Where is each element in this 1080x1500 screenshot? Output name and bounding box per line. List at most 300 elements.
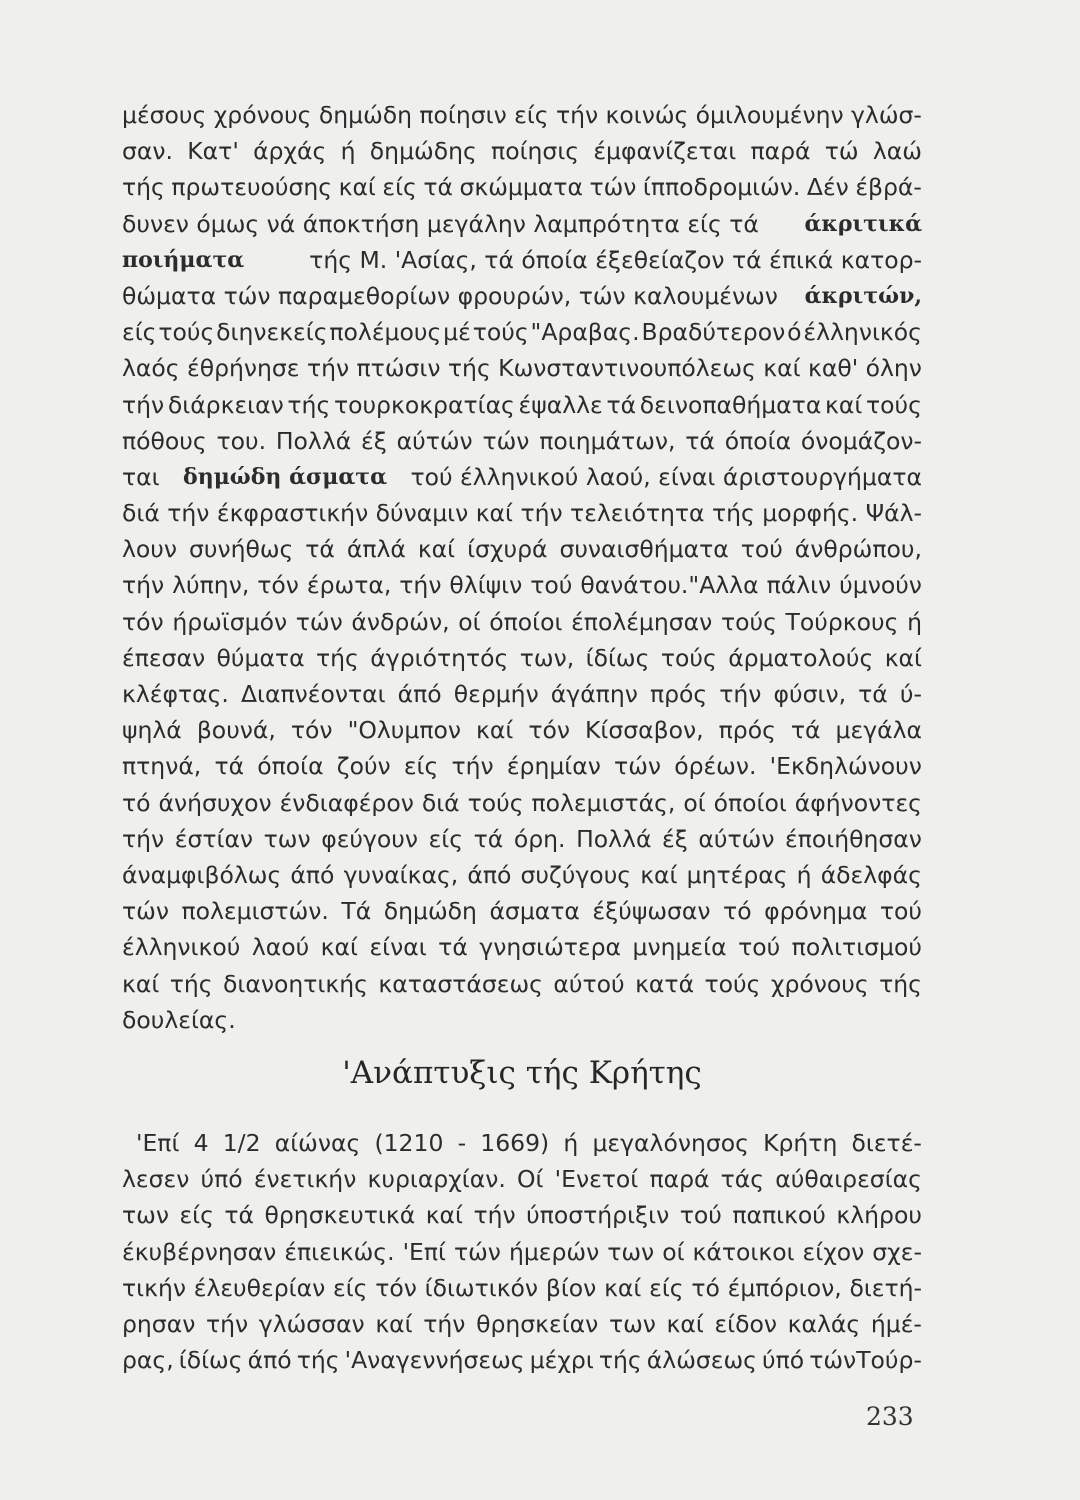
word: πάλιν xyxy=(766,571,832,600)
word: τήν xyxy=(451,752,494,781)
word: καί xyxy=(475,499,513,528)
text-line xyxy=(122,133,922,169)
word: τούς xyxy=(660,643,717,672)
word: πολεμιστών. xyxy=(181,897,329,926)
word: καί xyxy=(763,354,801,383)
word: 'Εκδηλώνουν xyxy=(769,752,922,781)
word: σαν. xyxy=(122,137,173,166)
word: είς xyxy=(514,101,549,129)
text-line xyxy=(122,1234,922,1270)
word: τήν xyxy=(205,1309,249,1338)
word: πτηνά, xyxy=(122,752,202,781)
word: ή xyxy=(796,860,812,889)
word: μνημεία xyxy=(632,933,727,962)
word: φύσιν, xyxy=(773,680,847,708)
word: τήν xyxy=(423,1309,466,1338)
word: τήν xyxy=(473,1201,516,1230)
word: τού xyxy=(879,897,922,926)
word: τής xyxy=(711,499,755,528)
word: καί xyxy=(666,1309,704,1338)
word: παρά xyxy=(649,1165,710,1194)
word: Τούρκους xyxy=(785,607,899,636)
word: τήν xyxy=(719,680,762,708)
word: συζύγους xyxy=(520,860,632,889)
word: ύπό xyxy=(762,1346,805,1375)
word: άλώσεως xyxy=(646,1346,757,1375)
word: άπό xyxy=(397,680,442,708)
text-line xyxy=(122,242,922,278)
word: τόν xyxy=(528,716,570,745)
word: τών xyxy=(614,752,662,781)
word: διάρκειαν xyxy=(167,390,284,419)
word: Πολλά xyxy=(576,824,652,853)
word: καί xyxy=(476,716,514,745)
word: πτώσιν xyxy=(356,354,441,383)
word: οί xyxy=(683,788,706,817)
word: - xyxy=(457,1129,467,1157)
word: τής xyxy=(169,969,213,998)
word: είς xyxy=(179,1201,214,1230)
word: ρας, xyxy=(122,1346,174,1375)
word: φεύγουν xyxy=(321,824,419,853)
word: είναι xyxy=(369,933,427,962)
word: 'Ενετοί xyxy=(554,1165,639,1194)
word: αίώνας xyxy=(274,1129,361,1157)
word: τελειότητα xyxy=(570,499,705,528)
word: Βραδύτερον xyxy=(641,318,786,347)
word: καί xyxy=(884,643,922,672)
word: είς xyxy=(333,1273,368,1302)
word: δημώδη xyxy=(383,897,477,926)
word: μητέρας xyxy=(686,860,788,889)
word: θανάτου."Αλλα xyxy=(580,571,759,600)
word: τήν xyxy=(555,101,599,129)
word: όποία xyxy=(724,426,792,455)
word: τώ xyxy=(824,137,859,166)
text-line xyxy=(122,97,922,133)
word: διανοητικής xyxy=(223,969,368,998)
word: όρέων. xyxy=(674,752,757,781)
word: δημώδη xyxy=(318,101,413,129)
word: κοινώς xyxy=(605,101,689,129)
word: πόθους xyxy=(122,426,207,455)
word: λεσεν xyxy=(122,1165,190,1194)
word: γλώσσαν xyxy=(258,1309,365,1338)
word: έψαλλε xyxy=(518,390,603,419)
word: πολιτισμού xyxy=(791,933,922,962)
paragraph-folk-poetry xyxy=(122,97,922,1038)
word: ψηλά xyxy=(122,716,182,745)
word: τά xyxy=(790,716,821,745)
word: θλίψιν xyxy=(449,571,523,600)
word: σχε- xyxy=(872,1237,922,1266)
word: θύματα xyxy=(216,643,305,672)
word: καλάς xyxy=(787,1309,861,1338)
word: αύθαιρεσίας xyxy=(775,1165,922,1194)
word: έξ xyxy=(662,824,688,853)
word: είς xyxy=(649,1273,684,1302)
word: τήν xyxy=(520,499,563,528)
word: Διαπνέονται xyxy=(240,680,386,708)
word: καί xyxy=(604,1273,642,1302)
word: είχον xyxy=(802,1237,865,1266)
text-line xyxy=(122,1270,922,1306)
word: τήν xyxy=(399,571,442,600)
word: του. xyxy=(216,426,267,455)
word: ύμνούν xyxy=(839,571,922,600)
word: έκυβέρνησαν xyxy=(122,1237,277,1266)
word: ήμερών xyxy=(508,1237,600,1266)
word: τήν xyxy=(122,390,165,419)
word: τά xyxy=(438,933,468,962)
word: τού xyxy=(738,933,781,962)
word: θρησκείαν xyxy=(476,1309,599,1338)
word: άναμφιβόλως xyxy=(122,860,282,889)
word: βίον xyxy=(545,1273,597,1302)
word: τά xyxy=(685,426,715,455)
word: τήν xyxy=(122,824,165,853)
word: μεγαλόνησος xyxy=(592,1129,749,1157)
word: τά xyxy=(858,680,888,708)
word: τούς xyxy=(158,318,215,347)
text-line xyxy=(122,169,922,205)
word: ίδιωτικόν xyxy=(424,1273,539,1302)
word: άνήσυχον xyxy=(158,788,272,817)
word: τικήν xyxy=(122,1273,186,1302)
word: Δέν xyxy=(806,173,849,202)
word: ποίησιν xyxy=(419,101,507,129)
word: πρός xyxy=(649,680,708,708)
word: δημώδης xyxy=(369,137,477,166)
word: Κατ' xyxy=(187,137,239,166)
word: άπό xyxy=(467,860,512,889)
word: "Ολυμπον xyxy=(347,716,461,745)
word: τά xyxy=(305,535,335,564)
word: λουν xyxy=(122,535,178,564)
text-line xyxy=(122,893,922,929)
word: οί xyxy=(458,607,481,636)
word: πολεμιστάς, xyxy=(531,788,676,817)
word: τής xyxy=(879,969,922,998)
word: φρόνημα xyxy=(764,897,868,926)
word: τόν xyxy=(122,607,164,636)
word: 'Αναγεννήσεως xyxy=(344,1346,525,1375)
word: έπεσαν xyxy=(122,643,206,672)
word: ποίησις xyxy=(491,137,580,166)
word: τόν xyxy=(375,1273,417,1302)
word: τά xyxy=(214,752,245,781)
bold-term: άκριτικά xyxy=(804,210,922,237)
word: τά xyxy=(423,173,453,202)
word: τά xyxy=(606,390,637,419)
word: τώνΤούρ- xyxy=(809,1346,922,1375)
bold-term: άκριτών, xyxy=(804,282,922,309)
word: κλήρου xyxy=(836,1201,922,1230)
page-number: 233 xyxy=(866,1402,914,1431)
word: όποίοι xyxy=(713,788,787,817)
word: τούς xyxy=(865,390,922,419)
word: κατά xyxy=(635,969,695,998)
word: λαός xyxy=(122,354,180,383)
word: έμφανίζεται xyxy=(593,137,737,166)
word: 1669) xyxy=(480,1129,550,1157)
text-line xyxy=(122,1161,922,1197)
word: διηνεκείς xyxy=(216,318,328,347)
text-line xyxy=(122,459,922,495)
word: Ψάλ- xyxy=(865,499,922,528)
word: ίδίως xyxy=(585,643,650,672)
text-line xyxy=(122,206,922,242)
word: παπικού xyxy=(732,1201,826,1230)
text-line xyxy=(122,821,922,857)
word: οί xyxy=(662,1237,685,1266)
text-line xyxy=(122,785,922,821)
word: άσματα xyxy=(489,897,580,926)
word: τής xyxy=(296,1346,340,1375)
word: ύπό xyxy=(200,1165,243,1194)
word: τό xyxy=(723,897,752,926)
word: τούς xyxy=(472,318,529,347)
word: τήν xyxy=(167,499,210,528)
text-line xyxy=(122,1342,922,1378)
word: τού xyxy=(530,571,573,600)
word: πρός xyxy=(718,716,776,745)
word: τά xyxy=(473,824,504,853)
text-line xyxy=(122,676,922,712)
word: τής xyxy=(287,390,331,419)
word: άγριότητός xyxy=(370,643,509,672)
word: καί xyxy=(375,1309,413,1338)
word: τής xyxy=(122,173,165,202)
word: δύναμιν xyxy=(375,499,469,528)
word: τό xyxy=(691,1273,720,1302)
word: ήρωϊσμόν xyxy=(172,607,288,636)
word: άνθρώπου, xyxy=(794,535,922,564)
word: τό xyxy=(122,788,151,817)
word: διετέ- xyxy=(851,1129,922,1157)
word: καί xyxy=(825,390,863,419)
text-segment: τού έλληνικού λαού, είναι άριστουργήματα xyxy=(410,462,922,491)
word: κυριαρχίαν. xyxy=(367,1165,506,1194)
word: τήν xyxy=(122,571,165,600)
word: τούς xyxy=(467,788,524,817)
word: ποιημάτων, xyxy=(539,426,676,455)
word: όρη. xyxy=(513,824,566,853)
word: θρησκευτικά xyxy=(264,1201,416,1230)
text-line xyxy=(122,278,922,314)
text-segment: τής Μ. 'Ασίας, τά όποία έξεθείαζον τά έπικά κατορ- xyxy=(309,245,922,274)
word: 'Επί xyxy=(136,1129,180,1157)
word: άρχάς xyxy=(253,137,327,166)
word: καί xyxy=(425,1201,463,1230)
word: Τά xyxy=(341,897,372,926)
text-line xyxy=(122,531,922,567)
word: "Αραβας. xyxy=(530,318,640,347)
word: καθ' xyxy=(808,354,859,383)
word: όνομάζον- xyxy=(800,426,922,455)
word: καί xyxy=(320,933,358,962)
text-segment: ται xyxy=(122,462,160,491)
word: των xyxy=(263,824,311,853)
word: καί xyxy=(417,535,456,564)
word: τόν xyxy=(290,716,333,745)
word: έκφραστικήν xyxy=(216,499,369,528)
paragraph-crete xyxy=(122,1125,922,1378)
word: όποία xyxy=(257,752,324,781)
text-segment: δυνεν όμως νά άποκτήση μεγάλην λαμπρότητα είς τά xyxy=(122,209,759,238)
bold-term: ποιήματα xyxy=(122,246,245,273)
word: τών xyxy=(453,1237,501,1266)
word: συνήθως xyxy=(188,535,294,564)
word: διά xyxy=(421,788,460,817)
word: τής xyxy=(316,643,359,672)
text-line xyxy=(122,423,922,459)
word: Πολλά xyxy=(275,426,352,455)
word: αύτού xyxy=(553,969,625,998)
word: 'Επί xyxy=(402,1237,446,1266)
word: ίσχυρά xyxy=(467,535,548,564)
text-line xyxy=(122,314,922,350)
word: ένετικήν xyxy=(253,1165,357,1194)
word: άπό xyxy=(247,1346,292,1375)
word: τών xyxy=(482,426,530,455)
word: μέσους xyxy=(122,101,207,129)
word: των, xyxy=(519,643,575,672)
word: ή xyxy=(907,607,922,636)
word: καί xyxy=(122,969,160,998)
word: ύποστήριξιν xyxy=(526,1201,670,1230)
word: άπλά xyxy=(346,535,406,564)
word: των xyxy=(607,1237,655,1266)
text-line xyxy=(122,640,922,676)
word: συναισθήματα xyxy=(559,535,729,564)
text-line xyxy=(122,1197,922,1233)
word: σκώμματα xyxy=(459,173,583,202)
word: ή xyxy=(340,137,356,166)
word: είδον xyxy=(714,1309,778,1338)
word: Κρήτη xyxy=(763,1129,838,1157)
word: πολέμους xyxy=(329,318,442,347)
word: έξ xyxy=(361,426,387,455)
word: έλληνικού xyxy=(122,933,241,962)
text-line xyxy=(122,495,922,531)
word: έβρά- xyxy=(855,173,922,202)
text-line xyxy=(122,748,922,784)
word: τών xyxy=(295,607,343,636)
text-line xyxy=(122,712,922,748)
word: λαώ xyxy=(872,137,922,166)
word: καταστάσεως xyxy=(378,969,543,998)
word: ύ- xyxy=(899,680,922,708)
word: έπολέμησαν xyxy=(571,607,713,636)
word: κλέφτας. xyxy=(122,680,229,708)
word: ή xyxy=(563,1129,579,1157)
word: έξύψωσαν xyxy=(592,897,711,926)
text-line xyxy=(122,567,922,603)
word: χρόνους xyxy=(770,969,869,998)
text-line: δουλείας. xyxy=(122,1005,236,1034)
word: γυναίκας, xyxy=(343,860,459,889)
word: όλην xyxy=(865,354,922,383)
word: όμιλουμένην xyxy=(695,101,844,129)
word: (1210 xyxy=(374,1129,444,1157)
word: χρόνους xyxy=(213,101,312,129)
word: τόν xyxy=(257,571,299,600)
word: άγάπην xyxy=(550,680,638,708)
word: έμπόριον, xyxy=(727,1273,842,1302)
word: τά xyxy=(224,1201,255,1230)
word: έπιεικώς. xyxy=(284,1237,395,1266)
word: όποίοι xyxy=(489,607,563,636)
word: άδελφάς xyxy=(820,860,922,889)
text-line xyxy=(122,350,922,386)
text-line xyxy=(122,604,922,640)
word: διά xyxy=(122,499,160,528)
word: τού xyxy=(679,1201,722,1230)
word: λαού xyxy=(251,933,310,962)
word: καί xyxy=(640,860,678,889)
text-line xyxy=(122,1306,922,1342)
word: 4 xyxy=(193,1129,209,1157)
word: τών xyxy=(589,173,637,202)
word: άπό xyxy=(290,860,335,889)
word: μορφής. xyxy=(762,499,859,528)
word: τών xyxy=(122,897,169,926)
word: διετή- xyxy=(849,1273,922,1302)
word: των xyxy=(608,1309,656,1338)
word: αύτών xyxy=(698,824,775,853)
word: μεγάλα xyxy=(835,716,922,745)
text-line xyxy=(122,387,922,423)
word: τού xyxy=(740,535,783,564)
word: έστίαν xyxy=(174,824,254,853)
word: ζούν xyxy=(336,752,391,781)
word: κάτοικοι xyxy=(692,1237,795,1266)
word: βουνά, xyxy=(196,716,276,745)
word: ίπποδρομιών. xyxy=(642,173,801,202)
word: Κωνσταντινουπόλεως xyxy=(498,354,756,383)
word: τάς xyxy=(720,1165,765,1194)
word: ήμέ- xyxy=(870,1309,922,1338)
text-line xyxy=(122,929,922,965)
word: τούς xyxy=(704,969,761,998)
word: Οί xyxy=(517,1165,544,1194)
word: δεινοπαθήματα xyxy=(639,390,822,419)
text-line xyxy=(122,857,922,893)
word: γλώσ- xyxy=(851,101,922,129)
text-line xyxy=(122,966,922,1002)
word: άνδρών, xyxy=(351,607,450,636)
section-heading: 'Ανάπτυξις τής Κρήτης xyxy=(342,1055,702,1091)
word: ένδιαφέρον xyxy=(279,788,414,817)
word: ρησαν xyxy=(122,1309,196,1338)
text-segment: θώματα τών παραμεθορίων φρουρών, τών καλουμένων xyxy=(122,281,778,310)
word: είς xyxy=(122,318,157,347)
word: είς xyxy=(428,824,464,853)
word: έρημίαν xyxy=(506,752,601,781)
word: θερμήν xyxy=(453,680,539,708)
word: τής xyxy=(447,354,491,383)
bold-term: δημώδη άσματα xyxy=(183,463,387,490)
word: τής xyxy=(598,1346,642,1375)
word: είς xyxy=(403,752,439,781)
word: λύπην, xyxy=(172,571,250,600)
word: έθρήνησε xyxy=(187,354,300,383)
word: έλευθερίαν xyxy=(193,1273,326,1302)
word: ίδίως xyxy=(178,1346,243,1375)
word: 1/2 xyxy=(222,1129,261,1157)
word: άφήνοντες xyxy=(794,788,922,817)
